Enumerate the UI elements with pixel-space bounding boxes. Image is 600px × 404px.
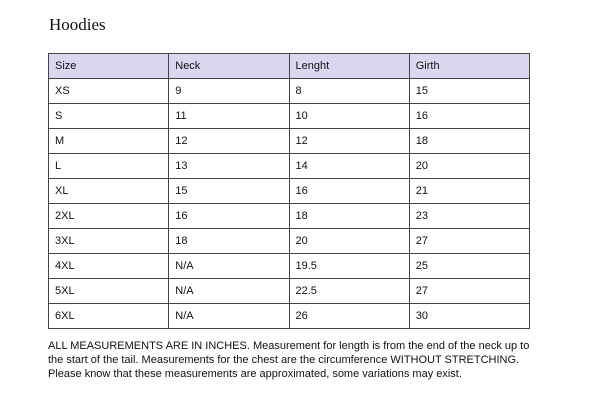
girth-cell: 27 xyxy=(409,279,529,304)
size-cell: XL xyxy=(49,179,169,204)
length-cell: 10 xyxy=(289,104,409,129)
column-header-length: Lenght xyxy=(289,54,409,79)
neck-cell: 18 xyxy=(169,229,289,254)
table-row xyxy=(49,104,530,129)
neck-cell: 15 xyxy=(169,179,289,204)
size-cell: M xyxy=(49,129,169,154)
size-cell: 6XL xyxy=(49,304,169,329)
table-header-row xyxy=(49,54,530,79)
size-cell: 4XL xyxy=(49,254,169,279)
table-row xyxy=(49,204,530,229)
table-row xyxy=(49,79,530,104)
girth-cell: 18 xyxy=(409,129,529,154)
length-cell: 26 xyxy=(289,304,409,329)
size-cell: XS xyxy=(49,79,169,104)
table-row xyxy=(49,304,530,329)
neck-cell: 11 xyxy=(169,104,289,129)
girth-cell: 25 xyxy=(409,254,529,279)
length-cell: 20 xyxy=(289,229,409,254)
length-cell: 16 xyxy=(289,179,409,204)
neck-cell: 9 xyxy=(169,79,289,104)
measurement-note: ALL MEASUREMENTS ARE IN INCHES. Measurement for length is from the end of the neck up to the start of the tail. Measurements for the chest are the circumference WITHOUT STRETCHING. Please know that these measurements are approximated, some variations may exist. xyxy=(48,340,530,380)
neck-cell: 16 xyxy=(169,204,289,229)
neck-cell: N/A xyxy=(169,279,289,304)
length-cell: 14 xyxy=(289,154,409,179)
table-row xyxy=(49,229,530,254)
table-row xyxy=(49,179,530,204)
girth-cell: 21 xyxy=(409,179,529,204)
table-row xyxy=(49,154,530,179)
neck-cell: 13 xyxy=(169,154,289,179)
size-cell: L xyxy=(49,154,169,179)
length-cell: 8 xyxy=(289,79,409,104)
girth-cell: 27 xyxy=(409,229,529,254)
size-cell: 3XL xyxy=(49,229,169,254)
girth-cell: 30 xyxy=(409,304,529,329)
size-cell: S xyxy=(49,104,169,129)
length-cell: 19.5 xyxy=(289,254,409,279)
length-cell: 22.5 xyxy=(289,279,409,304)
table-row xyxy=(49,254,530,279)
neck-cell: N/A xyxy=(169,254,289,279)
length-cell: 12 xyxy=(289,129,409,154)
column-header-neck: Neck xyxy=(169,54,289,79)
size-chart-table xyxy=(48,53,530,329)
page-title: Hoodies xyxy=(49,15,106,34)
length-cell: 18 xyxy=(289,204,409,229)
column-header-girth: Girth xyxy=(409,54,529,79)
girth-cell: 23 xyxy=(409,204,529,229)
size-cell: 2XL xyxy=(49,204,169,229)
neck-cell: 12 xyxy=(169,129,289,154)
table-row xyxy=(49,129,530,154)
girth-cell: 20 xyxy=(409,154,529,179)
column-header-size: Size xyxy=(49,54,169,79)
table-row xyxy=(49,279,530,304)
size-cell: 5XL xyxy=(49,279,169,304)
neck-cell: N/A xyxy=(169,304,289,329)
girth-cell: 15 xyxy=(409,79,529,104)
girth-cell: 16 xyxy=(409,104,529,129)
